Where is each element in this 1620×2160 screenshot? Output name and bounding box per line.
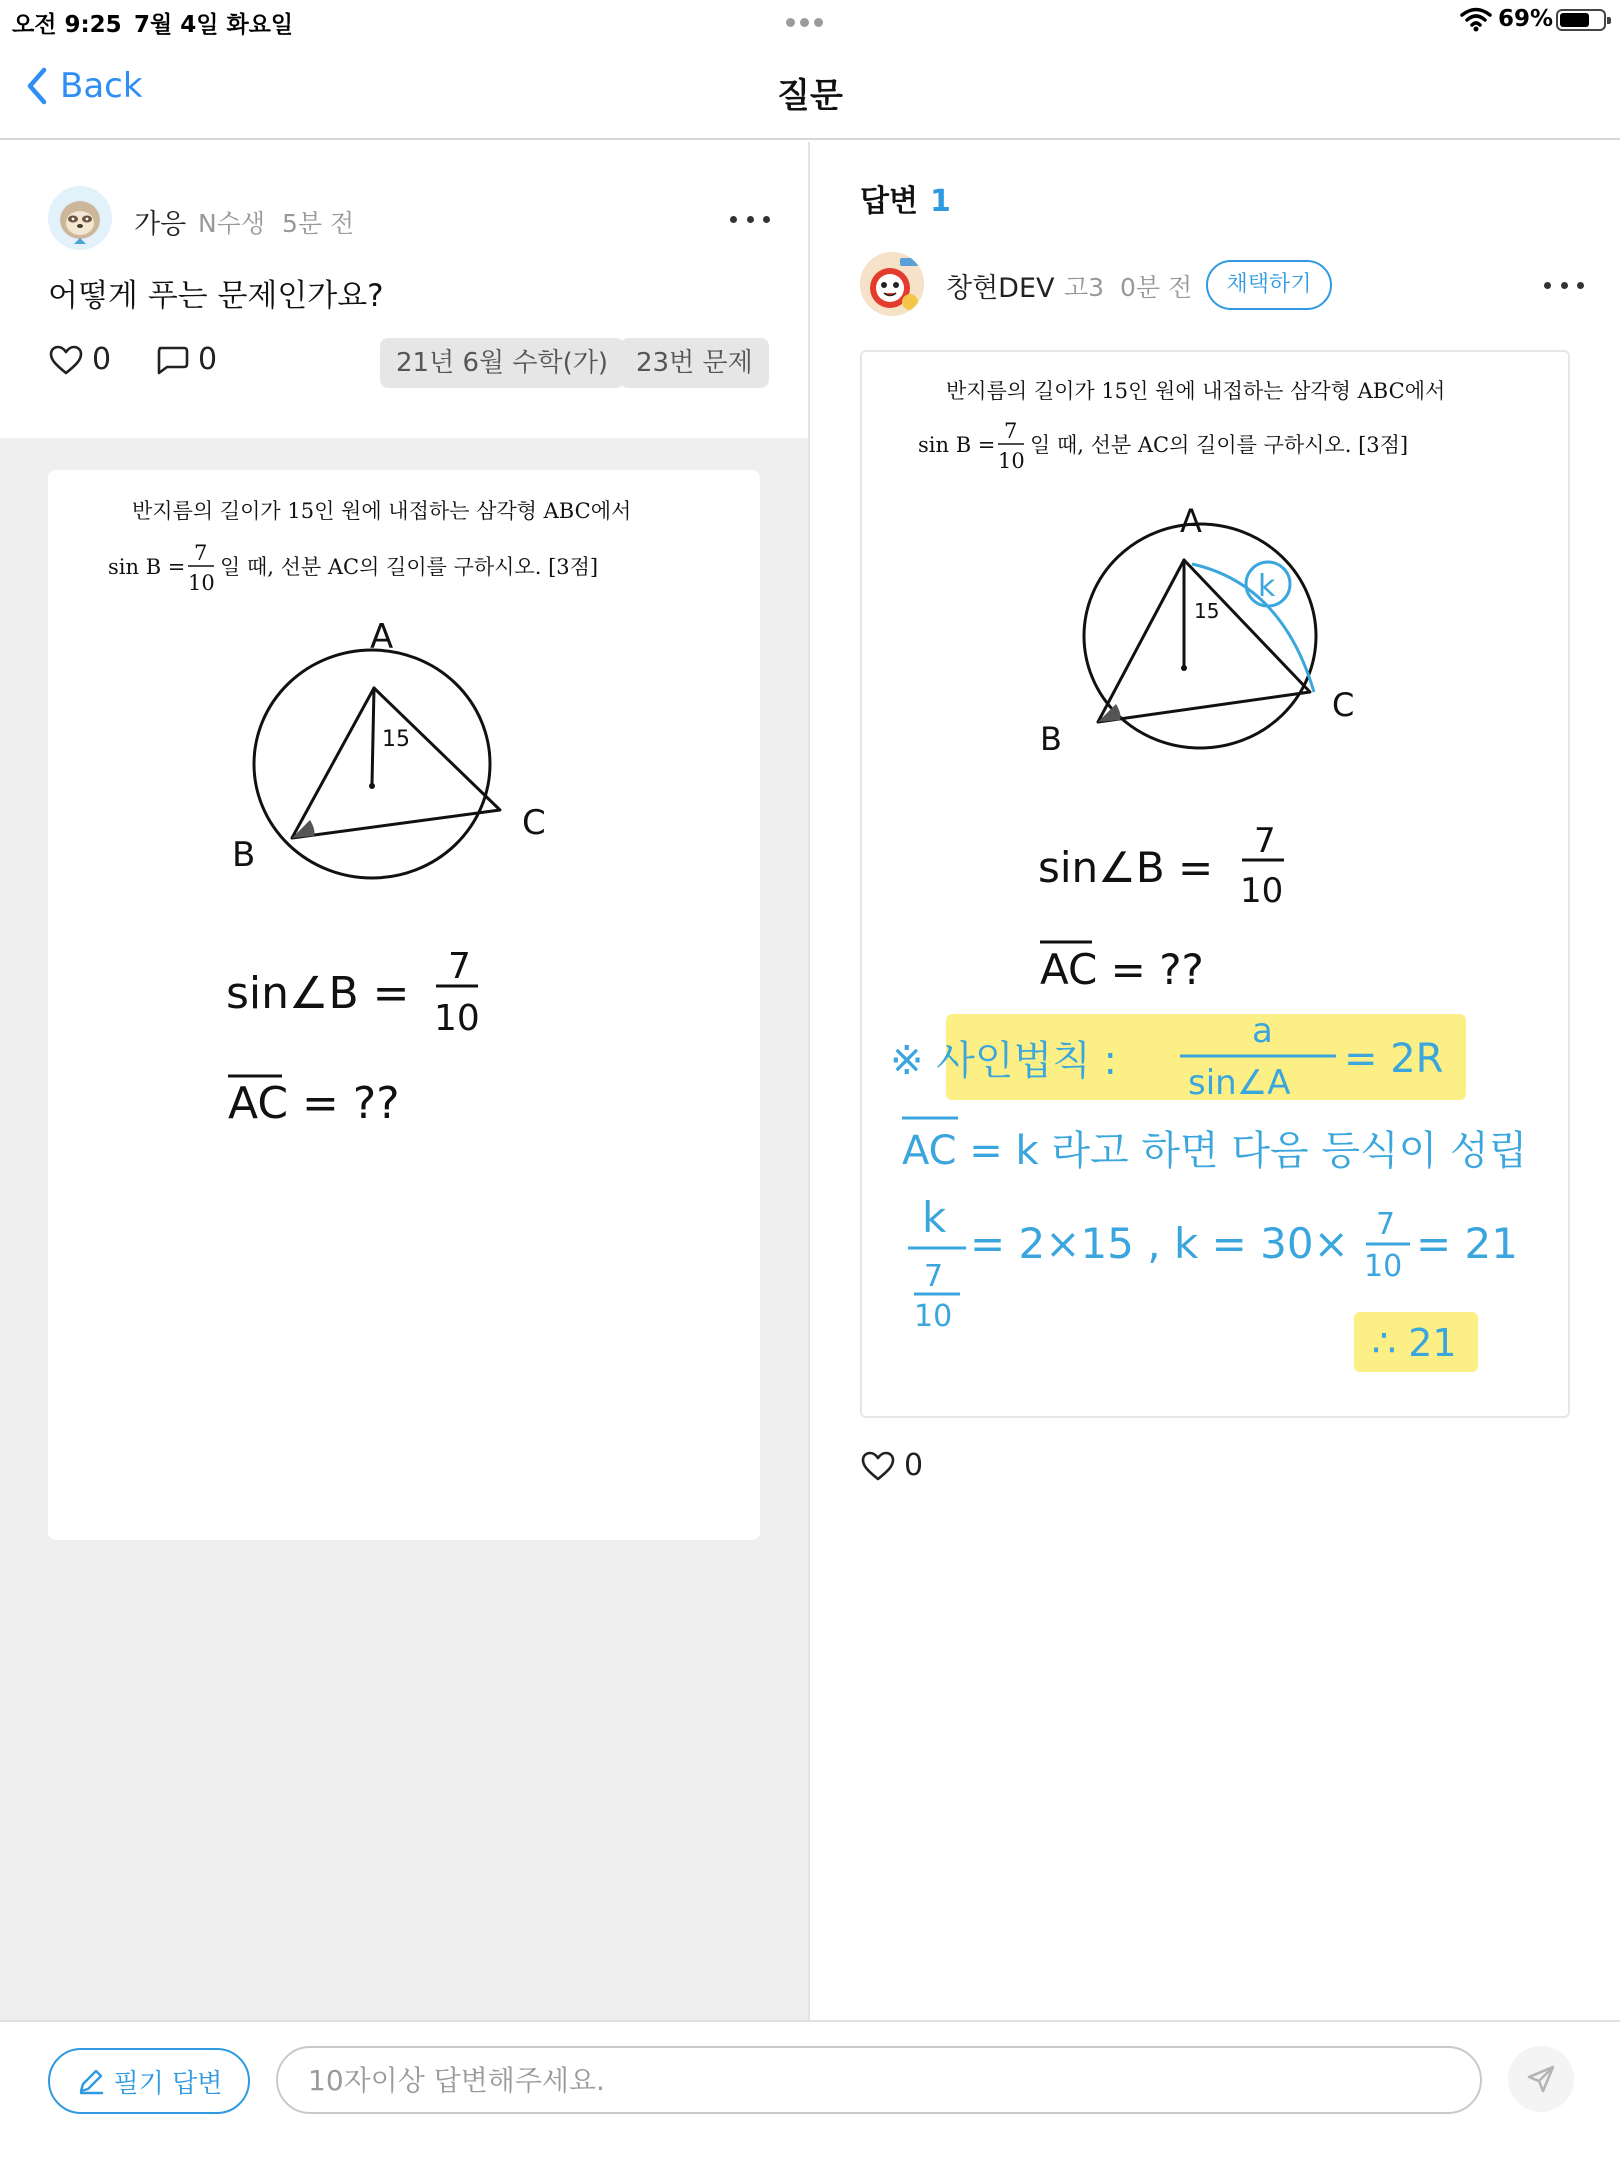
problem-frac-num: 7 (194, 541, 208, 565)
answer-note-ac: AC = ?? (1040, 945, 1204, 994)
status-bar (0, 0, 1620, 40)
question-panel (0, 142, 808, 2022)
label-radius: 15 (382, 727, 410, 752)
note-sinb-den: 10 (434, 998, 480, 1039)
back-label: Back (60, 66, 143, 106)
answer-problem-line2-suffix: 일 때, 선분 AC의 길이를 구하시오. [3점] (1030, 433, 1409, 457)
send-button[interactable] (1508, 2046, 1574, 2112)
answer-author-grade: 고3 (1064, 273, 1105, 302)
answer-note-sinb: sin∠B = (1038, 843, 1214, 892)
heart-icon (48, 344, 84, 376)
sloth-avatar-icon (48, 186, 112, 250)
avatar[interactable] (48, 186, 112, 250)
law-rhs: = 2R (1344, 1036, 1444, 1082)
law-denominator: sin∠A (1188, 1063, 1291, 1103)
solution-eq: = 2×15 , k = 30× (970, 1219, 1349, 1268)
label-b: B (232, 835, 256, 875)
answer-label-radius: 15 (1194, 599, 1220, 623)
answer-note-sinb-den: 10 (1240, 871, 1284, 911)
status-time: 오전 9:25 (12, 12, 122, 38)
note-sinb-num: 7 (448, 946, 471, 987)
solution-line2: AC = k 라고 하면 다음 등식이 성립 (902, 1128, 1528, 1174)
answer-problem-frac-num: 7 (1004, 419, 1018, 443)
answers-header (860, 176, 951, 220)
answer-time: 0분 전 (1120, 273, 1193, 302)
answer-problem-line1: 반지름의 길이가 15인 원에 내접하는 삼각형 ABC에서 (946, 379, 1446, 403)
answer-compose-bar (0, 2020, 1620, 2160)
answer-more-button[interactable] (1544, 282, 1584, 294)
question-time: 5분 전 (282, 209, 355, 238)
answer-note-sinb-num: 7 (1254, 821, 1276, 861)
tag-exam[interactable]: 21년 6월 수학(가) (380, 338, 624, 388)
answer-label-a: A (1180, 502, 1202, 540)
triangle-abc (292, 688, 500, 838)
radius-line (372, 688, 374, 784)
answer-like-count: 0 (904, 1448, 924, 1483)
note-ac: AC = ?? (228, 1078, 400, 1129)
note-sinb: sin∠B = (226, 968, 410, 1019)
answer-problem-line2-prefix: sin B = (918, 433, 996, 457)
answer-triangle (1098, 560, 1310, 722)
handwriting-answer-button[interactable] (48, 2048, 250, 2114)
wifi-icon (1460, 6, 1492, 32)
solution-frac-den-den: 10 (914, 1299, 953, 1334)
question-author-grade: N수생 (198, 209, 266, 238)
avatar[interactable] (860, 252, 924, 316)
battery-icon (1556, 9, 1606, 31)
problem-frac-den: 10 (188, 571, 215, 595)
law-label: ※ 사인법칙 : (890, 1038, 1117, 1084)
answer-label-c: C (1332, 686, 1355, 724)
question-like-count: 0 (92, 342, 112, 377)
question-card (0, 142, 808, 438)
drum-character-avatar-icon (860, 252, 924, 316)
solution-result: ∴ 21 (1372, 1321, 1457, 1365)
question-author[interactable]: 가응 (134, 209, 187, 240)
answer-problem-frac-den: 10 (998, 449, 1025, 473)
question-comment-count: 0 (198, 342, 218, 377)
answers-title: 답변 (860, 184, 918, 219)
solution-frac-k: k (922, 1193, 947, 1242)
heart-icon (860, 1450, 896, 1482)
answer-image[interactable] (860, 350, 1570, 1418)
label-c: C (522, 803, 546, 843)
send-icon (1525, 2063, 1557, 2095)
problem-line2-suffix: 일 때, 선분 AC의 길이를 구하시오. [3점] (220, 555, 599, 579)
handwriting-answer-label: 필기 답변 (113, 2068, 223, 2099)
solution-frac-den-num: 7 (924, 1259, 944, 1294)
question-comment-button[interactable] (154, 342, 217, 377)
battery-percent: 69% (1498, 6, 1554, 32)
question-more-button[interactable] (730, 216, 770, 228)
answer-input[interactable] (276, 2046, 1482, 2114)
question-problem-figure (48, 470, 760, 1540)
answer-author[interactable]: 창현DEV (946, 273, 1055, 304)
status-date: 7월 4일 화요일 (134, 12, 294, 38)
pencil-icon (76, 2066, 106, 2096)
comment-icon (154, 344, 190, 376)
tag-problem-number[interactable]: 23번 문제 (620, 338, 769, 388)
problem-line2-prefix: sin B = (108, 555, 186, 579)
answer-label-b: B (1040, 720, 1062, 758)
question-image[interactable] (48, 470, 760, 1540)
law-numerator: a (1252, 1011, 1273, 1051)
select-answer-button[interactable]: 채택하기 (1206, 260, 1332, 310)
label-k: k (1258, 569, 1276, 604)
solution-eq-frac-num: 7 (1376, 1207, 1396, 1242)
problem-line1: 반지름의 길이가 15인 원에 내접하는 삼각형 ABC에서 (132, 499, 632, 523)
navigation-bar (0, 40, 1620, 140)
solution-eq-end: = 21 (1416, 1219, 1518, 1268)
page-title: 질문 (777, 76, 843, 116)
multitasking-dots-icon[interactable] (786, 12, 834, 24)
answers-panel (810, 142, 1620, 2022)
answer-like-button[interactable] (860, 1448, 923, 1483)
answers-count: 1 (929, 184, 951, 219)
answer-handwritten-figure (862, 352, 1568, 1416)
label-a: A (370, 617, 394, 657)
question-text: 어떻게 푸는 문제인가요? (48, 278, 384, 314)
question-like-button[interactable] (48, 342, 111, 377)
solution-eq-frac-den: 10 (1364, 1249, 1403, 1284)
